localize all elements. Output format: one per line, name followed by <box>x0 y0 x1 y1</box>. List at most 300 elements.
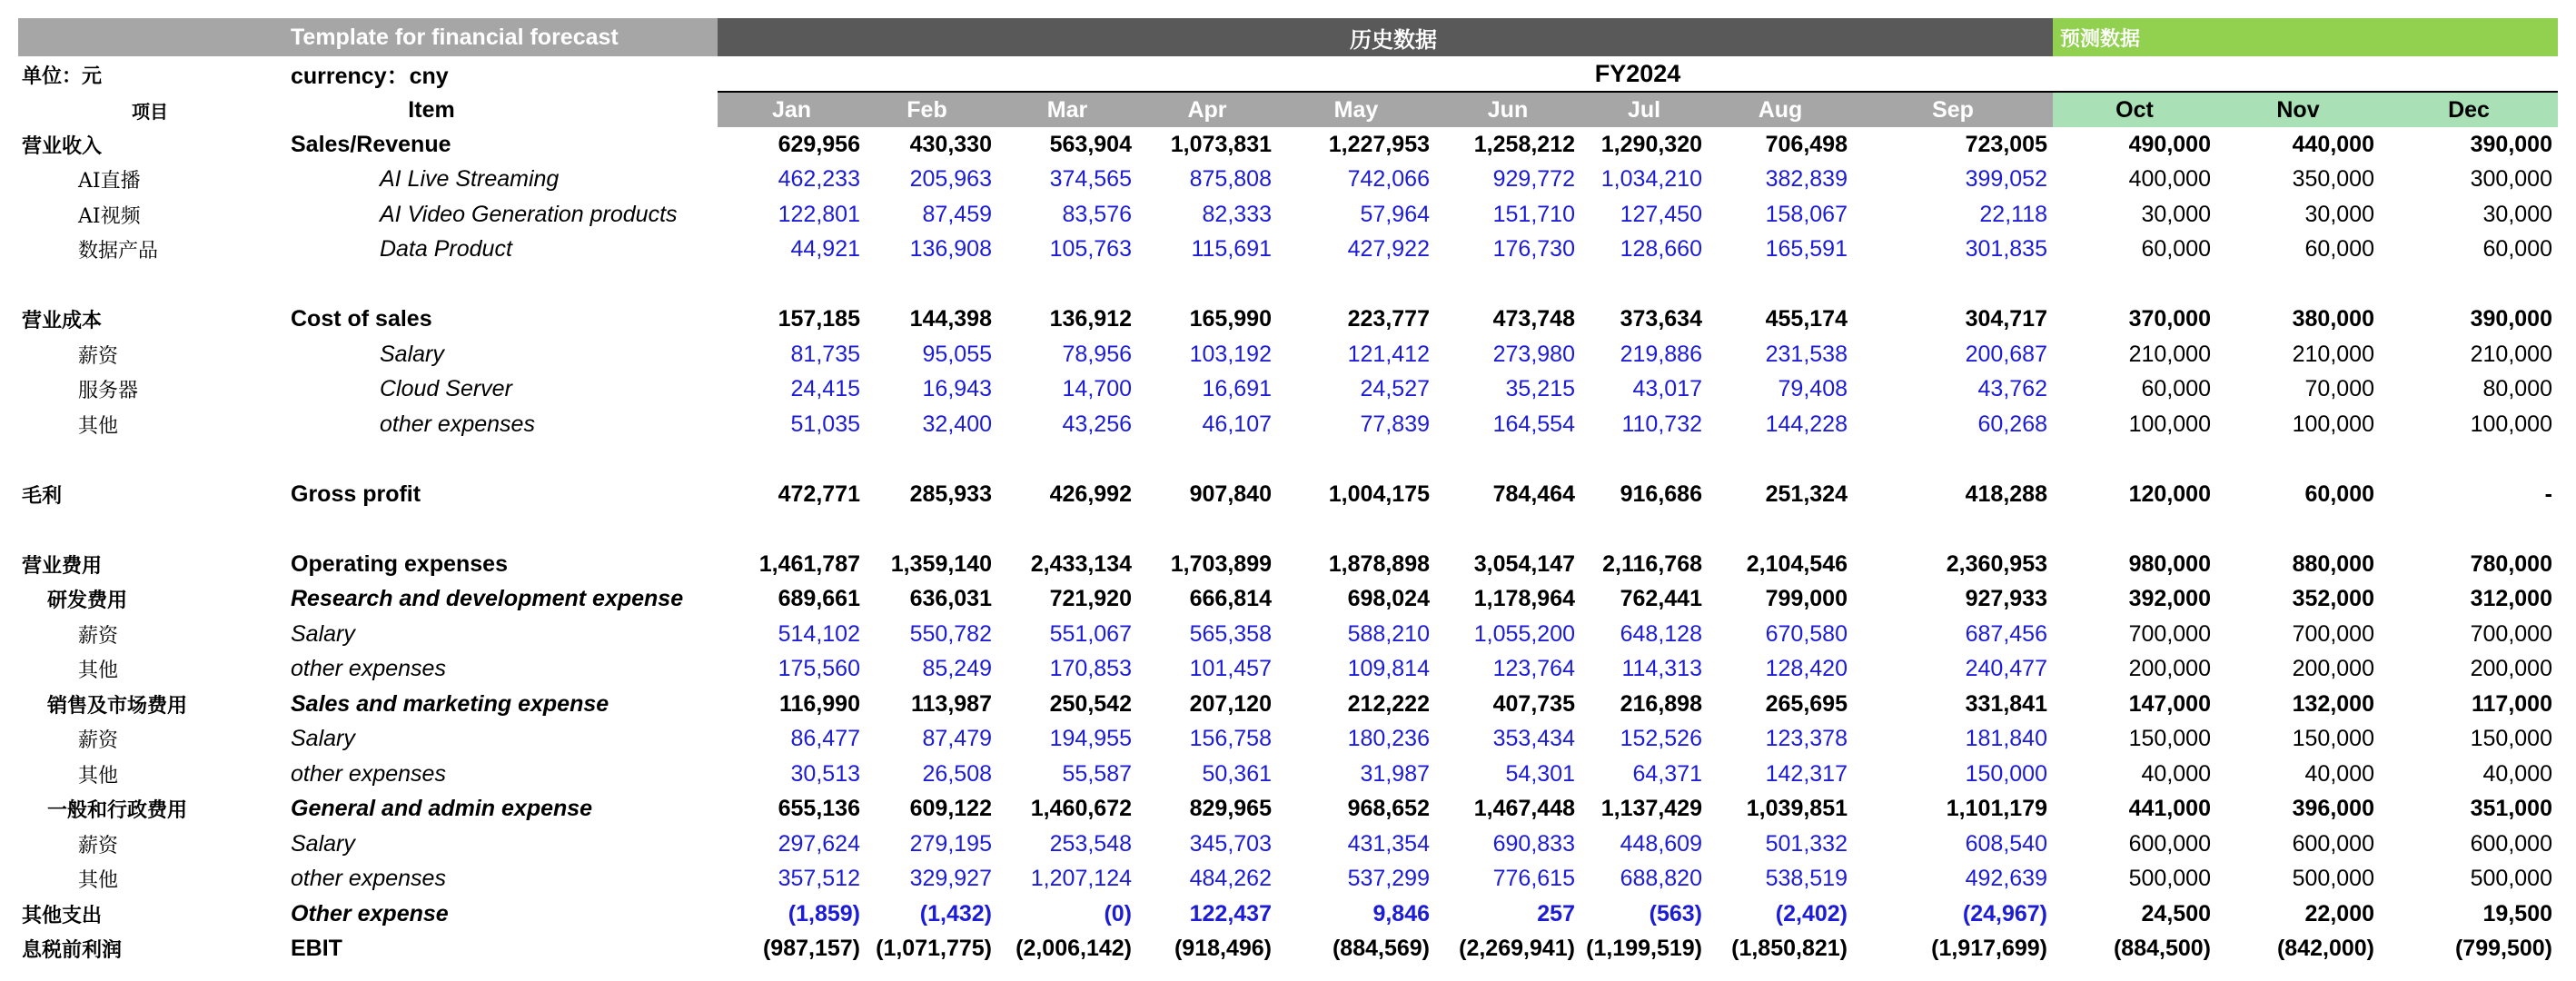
value-cell-jun[interactable]: 1,178,964 <box>1473 586 1575 612</box>
row-label-en[interactable]: Cloud Server <box>380 376 512 402</box>
value-cell-apr[interactable]: 82,333 <box>1202 201 1272 227</box>
value-cell-dec[interactable]: 600,000 <box>2470 830 2552 857</box>
row-label-zh[interactable]: 一般和行政费用 <box>47 798 188 823</box>
value-cell-jul[interactable]: (563) <box>1649 900 1702 926</box>
month-header-jan[interactable]: Jan <box>718 93 866 127</box>
value-cell-nov[interactable]: 600,000 <box>2292 830 2374 857</box>
value-cell-mar[interactable]: 14,700 <box>1062 376 1132 402</box>
value-cell-dec[interactable]: 200,000 <box>2470 656 2552 682</box>
value-cell-aug[interactable]: 501,332 <box>1765 830 1848 857</box>
month-header-feb[interactable]: Feb <box>857 93 997 127</box>
value-cell-may[interactable]: (884,569) <box>1332 936 1430 962</box>
value-cell-aug[interactable]: 455,174 <box>1765 306 1848 332</box>
value-cell-feb[interactable]: (1,432) <box>919 900 992 926</box>
row-label-zh[interactable]: 其他 <box>78 764 119 788</box>
row-label-zh[interactable]: 薪资 <box>78 834 119 857</box>
value-cell-may[interactable]: 1,878,898 <box>1328 550 1430 577</box>
value-cell-jun[interactable]: 690,833 <box>1492 830 1575 857</box>
value-cell-apr[interactable]: (918,496) <box>1174 936 1272 962</box>
value-cell-feb[interactable]: 87,459 <box>922 201 992 227</box>
value-cell-jan[interactable]: 51,035 <box>790 411 860 437</box>
value-cell-jan[interactable]: 655,136 <box>778 796 860 822</box>
value-cell-dec[interactable]: 150,000 <box>2470 726 2552 752</box>
month-header-jul[interactable]: Jul <box>1580 93 1708 127</box>
value-cell-apr[interactable]: 101,457 <box>1189 656 1272 682</box>
value-cell-nov[interactable]: 380,000 <box>2292 306 2374 332</box>
value-cell-jun[interactable]: 407,735 <box>1492 690 1575 717</box>
value-cell-mar[interactable]: 105,763 <box>1049 236 1132 263</box>
value-cell-dec[interactable]: 390,000 <box>2470 131 2552 157</box>
row-label-zh[interactable]: 营业费用 <box>22 553 103 578</box>
value-cell-aug[interactable]: 251,324 <box>1765 481 1848 507</box>
value-cell-jun[interactable]: 784,464 <box>1492 481 1575 507</box>
row-label-en[interactable]: Operating expenses <box>291 550 508 577</box>
row-label-en[interactable]: other expenses <box>380 411 535 437</box>
value-cell-may[interactable]: 180,236 <box>1347 726 1430 752</box>
value-cell-sep[interactable]: 687,456 <box>1965 620 2047 647</box>
value-cell-jul[interactable]: 688,820 <box>1620 866 1702 892</box>
value-cell-may[interactable]: 588,210 <box>1347 620 1430 647</box>
month-header-jun[interactable]: Jun <box>1435 93 1580 127</box>
value-cell-nov[interactable]: 40,000 <box>2304 760 2374 787</box>
value-cell-sep[interactable]: 60,268 <box>1977 411 2047 437</box>
value-cell-apr[interactable]: 907,840 <box>1189 481 1272 507</box>
value-cell-dec[interactable]: 30,000 <box>2482 201 2552 227</box>
value-cell-nov[interactable]: 500,000 <box>2292 866 2374 892</box>
value-cell-mar[interactable]: 2,433,134 <box>1030 550 1132 577</box>
row-label-en[interactable]: Gross profit <box>291 481 421 507</box>
value-cell-jul[interactable]: (1,199,519) <box>1586 936 1702 962</box>
row-label-en[interactable]: General and admin expense <box>291 796 593 822</box>
value-cell-sep[interactable]: 418,288 <box>1965 481 2047 507</box>
value-cell-dec[interactable]: 500,000 <box>2470 866 2552 892</box>
value-cell-nov[interactable]: 210,000 <box>2292 341 2374 367</box>
value-cell-mar[interactable]: 426,992 <box>1049 481 1132 507</box>
value-cell-feb[interactable]: 636,031 <box>909 586 992 612</box>
value-cell-jul[interactable]: 216,898 <box>1620 690 1702 717</box>
value-cell-dec[interactable]: 210,000 <box>2470 341 2552 367</box>
value-cell-sep[interactable]: 608,540 <box>1965 830 2047 857</box>
value-cell-jun[interactable]: 54,301 <box>1505 760 1575 787</box>
value-cell-aug[interactable]: 142,317 <box>1765 760 1848 787</box>
value-cell-aug[interactable]: (2,402) <box>1775 900 1848 926</box>
value-cell-jun[interactable]: 776,615 <box>1492 866 1575 892</box>
value-cell-jan[interactable]: 157,185 <box>778 306 860 332</box>
month-header-aug[interactable]: Aug <box>1708 93 1853 127</box>
month-header-may[interactable]: May <box>1277 93 1435 127</box>
value-cell-apr[interactable]: 875,808 <box>1189 166 1272 193</box>
value-cell-sep[interactable]: 301,835 <box>1965 236 2047 263</box>
value-cell-dec[interactable]: 780,000 <box>2470 550 2552 577</box>
value-cell-nov[interactable]: 60,000 <box>2304 236 2374 263</box>
value-cell-feb[interactable]: 329,927 <box>909 866 992 892</box>
value-cell-mar[interactable]: (0) <box>1104 900 1132 926</box>
value-cell-nov[interactable]: 30,000 <box>2304 201 2374 227</box>
value-cell-oct[interactable]: 40,000 <box>2141 760 2211 787</box>
value-cell-sep[interactable]: 304,717 <box>1965 306 2047 332</box>
value-cell-jun[interactable]: 929,772 <box>1492 166 1575 193</box>
value-cell-feb[interactable]: 113,987 <box>911 690 992 717</box>
value-cell-feb[interactable]: 609,122 <box>909 796 992 822</box>
value-cell-dec[interactable]: 40,000 <box>2482 760 2552 787</box>
value-cell-jan[interactable]: 81,735 <box>790 341 860 367</box>
value-cell-oct[interactable]: 24,500 <box>2141 900 2211 926</box>
value-cell-jan[interactable]: 116,990 <box>779 690 860 717</box>
row-label-en[interactable]: Research and development expense <box>291 586 684 612</box>
value-cell-aug[interactable]: 79,408 <box>1778 376 1848 402</box>
value-cell-nov[interactable]: 880,000 <box>2292 550 2374 577</box>
value-cell-feb[interactable]: 144,398 <box>909 306 992 332</box>
value-cell-jan[interactable]: 1,461,787 <box>758 550 860 577</box>
value-cell-sep[interactable]: 331,841 <box>1965 690 2047 717</box>
value-cell-sep[interactable]: (24,967) <box>1962 900 2047 926</box>
value-cell-oct[interactable]: 500,000 <box>2128 866 2211 892</box>
value-cell-jan[interactable]: 629,956 <box>778 131 860 157</box>
month-header-mar[interactable]: Mar <box>997 93 1137 127</box>
value-cell-sep[interactable]: 927,933 <box>1965 586 2047 612</box>
value-cell-may[interactable]: 9,846 <box>1372 900 1430 926</box>
value-cell-may[interactable]: 24,527 <box>1360 376 1430 402</box>
value-cell-mar[interactable]: 43,256 <box>1062 411 1132 437</box>
value-cell-may[interactable]: 57,964 <box>1360 201 1430 227</box>
value-cell-dec[interactable]: 60,000 <box>2482 236 2552 263</box>
value-cell-jan[interactable]: 44,921 <box>790 236 860 263</box>
value-cell-jan[interactable]: (987,157) <box>762 936 860 962</box>
value-cell-nov[interactable]: 100,000 <box>2292 411 2374 437</box>
value-cell-dec[interactable]: 117,000 <box>2472 690 2552 717</box>
value-cell-mar[interactable]: 1,460,672 <box>1030 796 1132 822</box>
value-cell-feb[interactable]: 279,195 <box>909 830 992 857</box>
value-cell-apr[interactable]: 565,358 <box>1189 620 1272 647</box>
value-cell-feb[interactable]: 16,943 <box>922 376 992 402</box>
value-cell-jan[interactable]: 514,102 <box>778 620 860 647</box>
value-cell-dec[interactable]: 80,000 <box>2482 376 2552 402</box>
row-label-zh[interactable]: 其他 <box>78 869 119 893</box>
row-label-zh[interactable]: 其他 <box>78 659 119 683</box>
value-cell-oct[interactable]: 120,000 <box>2128 481 2211 507</box>
value-cell-oct[interactable]: 392,000 <box>2128 586 2211 612</box>
value-cell-jul[interactable]: 916,686 <box>1620 481 1702 507</box>
value-cell-apr[interactable]: 165,990 <box>1189 306 1272 332</box>
value-cell-nov[interactable]: 200,000 <box>2292 656 2374 682</box>
value-cell-may[interactable]: 223,777 <box>1347 306 1430 332</box>
value-cell-sep[interactable]: 181,840 <box>1965 726 2047 752</box>
value-cell-nov[interactable]: 352,000 <box>2292 586 2374 612</box>
value-cell-feb[interactable]: 550,782 <box>909 620 992 647</box>
value-cell-jul[interactable]: 1,137,429 <box>1600 796 1702 822</box>
row-label-zh[interactable]: 研发费用 <box>47 589 128 613</box>
value-cell-sep[interactable]: 200,687 <box>1965 341 2047 367</box>
value-cell-apr[interactable]: 46,107 <box>1202 411 1272 437</box>
value-cell-aug[interactable]: 382,839 <box>1765 166 1848 193</box>
value-cell-nov[interactable]: 22,000 <box>2304 900 2374 926</box>
value-cell-may[interactable]: 31,987 <box>1360 760 1430 787</box>
value-cell-mar[interactable]: (2,006,142) <box>1016 936 1132 962</box>
value-cell-aug[interactable]: 538,519 <box>1765 866 1848 892</box>
value-cell-may[interactable]: 77,839 <box>1360 411 1430 437</box>
row-label-en[interactable]: other expenses <box>291 866 446 892</box>
value-cell-oct[interactable]: 210,000 <box>2128 341 2211 367</box>
value-cell-apr[interactable]: 1,703,899 <box>1170 550 1272 577</box>
value-cell-nov[interactable]: 132,000 <box>2292 690 2374 717</box>
value-cell-mar[interactable]: 78,956 <box>1062 341 1132 367</box>
value-cell-sep[interactable]: 150,000 <box>1965 760 2047 787</box>
value-cell-jul[interactable]: 1,290,320 <box>1600 131 1702 157</box>
row-label-en[interactable]: EBIT <box>291 936 342 962</box>
value-cell-dec[interactable]: 351,000 <box>2470 796 2552 822</box>
value-cell-jul[interactable]: 114,313 <box>1621 656 1702 682</box>
row-label-zh[interactable]: 毛利 <box>22 483 63 508</box>
value-cell-apr[interactable]: 829,965 <box>1189 796 1272 822</box>
value-cell-nov[interactable]: 60,000 <box>2304 481 2374 507</box>
value-cell-sep[interactable]: 2,360,953 <box>1946 550 2047 577</box>
value-cell-dec[interactable]: (799,500) <box>2454 936 2552 962</box>
value-cell-may[interactable]: 1,004,175 <box>1328 481 1430 507</box>
value-cell-oct[interactable]: (884,500) <box>2113 936 2211 962</box>
value-cell-may[interactable]: 968,652 <box>1347 796 1430 822</box>
value-cell-sep[interactable]: 492,639 <box>1965 866 2047 892</box>
value-cell-apr[interactable]: 484,262 <box>1189 866 1272 892</box>
value-cell-jun[interactable]: 123,764 <box>1492 656 1575 682</box>
value-cell-aug[interactable]: 231,538 <box>1765 341 1848 367</box>
value-cell-oct[interactable]: 60,000 <box>2141 236 2211 263</box>
value-cell-mar[interactable]: 194,955 <box>1049 726 1132 752</box>
value-cell-feb[interactable]: 285,933 <box>909 481 992 507</box>
value-cell-oct[interactable]: 370,000 <box>2128 306 2211 332</box>
value-cell-jun[interactable]: 3,054,147 <box>1473 550 1575 577</box>
row-label-zh[interactable]: 薪资 <box>78 344 119 368</box>
row-label-zh[interactable]: 薪资 <box>78 729 119 753</box>
value-cell-jul[interactable]: 448,609 <box>1620 830 1702 857</box>
value-cell-jan[interactable]: 297,624 <box>778 830 860 857</box>
value-cell-feb[interactable]: 32,400 <box>922 411 992 437</box>
row-label-zh[interactable]: 薪资 <box>78 624 119 648</box>
value-cell-jul[interactable]: 127,450 <box>1620 201 1702 227</box>
value-cell-jun[interactable]: 151,710 <box>1492 201 1575 227</box>
value-cell-mar[interactable]: 721,920 <box>1049 586 1132 612</box>
row-label-zh[interactable]: 其他 <box>78 414 119 438</box>
value-cell-aug[interactable]: (1,850,821) <box>1731 936 1848 962</box>
value-cell-dec[interactable]: 312,000 <box>2470 586 2552 612</box>
value-cell-nov[interactable]: 396,000 <box>2292 796 2374 822</box>
value-cell-oct[interactable]: 150,000 <box>2128 726 2211 752</box>
value-cell-feb[interactable]: 26,508 <box>922 760 992 787</box>
value-cell-jan[interactable]: 30,513 <box>790 760 860 787</box>
value-cell-jul[interactable]: 219,886 <box>1620 341 1702 367</box>
value-cell-jul[interactable]: 762,441 <box>1620 586 1702 612</box>
value-cell-feb[interactable]: 430,330 <box>909 131 992 157</box>
value-cell-jun[interactable]: 35,215 <box>1505 376 1575 402</box>
value-cell-nov[interactable]: 150,000 <box>2292 726 2374 752</box>
value-cell-mar[interactable]: 1,207,124 <box>1030 866 1132 892</box>
value-cell-oct[interactable]: 60,000 <box>2141 376 2211 402</box>
value-cell-jan[interactable]: 175,560 <box>778 656 860 682</box>
value-cell-sep[interactable]: 22,118 <box>1979 201 2047 227</box>
value-cell-sep[interactable]: 43,762 <box>1977 376 2047 402</box>
month-header-oct[interactable]: Oct <box>2053 93 2216 127</box>
value-cell-aug[interactable]: 670,580 <box>1765 620 1848 647</box>
row-label-zh[interactable]: 营业收入 <box>22 134 103 158</box>
row-label-en[interactable]: other expenses <box>291 760 446 787</box>
value-cell-apr[interactable]: 115,691 <box>1191 236 1272 263</box>
value-cell-aug[interactable]: 706,498 <box>1765 131 1848 157</box>
value-cell-apr[interactable]: 156,758 <box>1189 726 1272 752</box>
row-label-zh[interactable]: 数据产品 <box>78 240 159 263</box>
value-cell-jul[interactable]: 128,660 <box>1620 236 1702 263</box>
value-cell-aug[interactable]: 144,228 <box>1765 411 1848 437</box>
value-cell-mar[interactable]: 136,912 <box>1049 306 1132 332</box>
value-cell-apr[interactable]: 16,691 <box>1202 376 1272 402</box>
value-cell-jul[interactable]: 110,732 <box>1621 411 1702 437</box>
row-label-en[interactable]: Cost of sales <box>291 306 432 332</box>
value-cell-oct[interactable]: 600,000 <box>2128 830 2211 857</box>
value-cell-jan[interactable]: 462,233 <box>778 166 860 193</box>
row-label-en[interactable]: Salary <box>291 726 355 752</box>
value-cell-jun[interactable]: 1,258,212 <box>1473 131 1575 157</box>
value-cell-oct[interactable]: 700,000 <box>2128 620 2211 647</box>
value-cell-mar[interactable]: 253,548 <box>1049 830 1132 857</box>
value-cell-oct[interactable]: 490,000 <box>2128 131 2211 157</box>
value-cell-oct[interactable]: 147,000 <box>2128 690 2211 717</box>
row-label-zh[interactable]: AI直播 <box>78 170 141 193</box>
value-cell-sep[interactable]: 240,477 <box>1965 656 2047 682</box>
value-cell-nov[interactable]: 700,000 <box>2292 620 2374 647</box>
month-header-apr[interactable]: Apr <box>1137 93 1277 127</box>
value-cell-may[interactable]: 431,354 <box>1347 830 1430 857</box>
value-cell-sep[interactable]: (1,917,699) <box>1931 936 2047 962</box>
value-cell-jul[interactable]: 43,017 <box>1632 376 1702 402</box>
value-cell-jan[interactable]: 689,661 <box>778 586 860 612</box>
value-cell-jul[interactable]: 373,634 <box>1620 306 1702 332</box>
value-cell-oct[interactable]: 200,000 <box>2128 656 2211 682</box>
value-cell-aug[interactable]: 265,695 <box>1765 690 1848 717</box>
value-cell-dec[interactable]: - <box>2544 481 2552 507</box>
value-cell-dec[interactable]: 100,000 <box>2470 411 2552 437</box>
value-cell-dec[interactable]: 700,000 <box>2470 620 2552 647</box>
value-cell-jan[interactable]: 357,512 <box>778 866 860 892</box>
row-label-en[interactable]: AI Live Streaming <box>380 166 560 193</box>
value-cell-apr[interactable]: 207,120 <box>1189 690 1272 717</box>
value-cell-may[interactable]: 698,024 <box>1347 586 1430 612</box>
value-cell-mar[interactable]: 170,853 <box>1049 656 1132 682</box>
value-cell-aug[interactable]: 799,000 <box>1765 586 1848 612</box>
value-cell-nov[interactable]: (842,000) <box>2276 936 2374 962</box>
month-header-nov[interactable]: Nov <box>2216 93 2380 127</box>
value-cell-apr[interactable]: 1,073,831 <box>1170 131 1272 157</box>
value-cell-nov[interactable]: 70,000 <box>2304 376 2374 402</box>
value-cell-nov[interactable]: 440,000 <box>2292 131 2374 157</box>
value-cell-sep[interactable]: 723,005 <box>1965 131 2047 157</box>
value-cell-oct[interactable]: 100,000 <box>2128 411 2211 437</box>
row-label-zh[interactable]: 销售及市场费用 <box>47 693 188 718</box>
row-label-en[interactable]: Data Product <box>380 236 512 263</box>
value-cell-may[interactable]: 212,222 <box>1347 690 1430 717</box>
month-header-dec[interactable]: Dec <box>2380 93 2558 127</box>
value-cell-feb[interactable]: 205,963 <box>909 166 992 193</box>
value-cell-dec[interactable]: 390,000 <box>2470 306 2552 332</box>
value-cell-jun[interactable]: 176,730 <box>1492 236 1575 263</box>
value-cell-may[interactable]: 1,227,953 <box>1328 131 1430 157</box>
row-label-en[interactable]: Salary <box>291 620 355 647</box>
value-cell-jan[interactable]: 472,771 <box>778 481 860 507</box>
value-cell-feb[interactable]: 95,055 <box>922 341 992 367</box>
value-cell-oct[interactable]: 441,000 <box>2128 796 2211 822</box>
row-label-en[interactable]: Sales and marketing expense <box>291 690 609 717</box>
value-cell-jan[interactable]: (1,859) <box>788 900 860 926</box>
row-label-zh[interactable]: 其他支出 <box>22 903 103 927</box>
value-cell-mar[interactable]: 250,542 <box>1049 690 1132 717</box>
value-cell-nov[interactable]: 350,000 <box>2292 166 2374 193</box>
value-cell-jun[interactable]: 273,980 <box>1492 341 1575 367</box>
value-cell-oct[interactable]: 400,000 <box>2128 166 2211 193</box>
row-label-en[interactable]: Salary <box>380 341 444 367</box>
value-cell-oct[interactable]: 30,000 <box>2141 201 2211 227</box>
value-cell-jan[interactable]: 86,477 <box>790 726 860 752</box>
value-cell-apr[interactable]: 345,703 <box>1189 830 1272 857</box>
value-cell-aug[interactable]: 1,039,851 <box>1746 796 1848 822</box>
value-cell-aug[interactable]: 158,067 <box>1765 201 1848 227</box>
value-cell-jul[interactable]: 2,116,768 <box>1602 550 1702 577</box>
value-cell-jun[interactable]: 1,467,448 <box>1473 796 1575 822</box>
value-cell-may[interactable]: 121,412 <box>1347 341 1430 367</box>
value-cell-jul[interactable]: 648,128 <box>1620 620 1702 647</box>
value-cell-jun[interactable]: 257 <box>1537 900 1575 926</box>
row-label-en[interactable]: other expenses <box>291 656 446 682</box>
value-cell-aug[interactable]: 128,420 <box>1765 656 1848 682</box>
row-label-zh[interactable]: 服务器 <box>78 380 139 403</box>
value-cell-may[interactable]: 742,066 <box>1347 166 1430 193</box>
value-cell-jun[interactable]: 164,554 <box>1492 411 1575 437</box>
value-cell-feb[interactable]: 136,908 <box>909 236 992 263</box>
value-cell-jan[interactable]: 122,801 <box>778 201 860 227</box>
value-cell-mar[interactable]: 55,587 <box>1062 760 1132 787</box>
value-cell-jun[interactable]: 473,748 <box>1492 306 1575 332</box>
value-cell-aug[interactable]: 2,104,546 <box>1746 550 1848 577</box>
row-label-zh[interactable]: 息税前利润 <box>22 938 123 963</box>
value-cell-jul[interactable]: 152,526 <box>1620 726 1702 752</box>
value-cell-mar[interactable]: 551,067 <box>1049 620 1132 647</box>
row-label-en[interactable]: AI Video Generation products <box>380 201 678 227</box>
value-cell-jun[interactable]: (2,269,941) <box>1459 936 1575 962</box>
value-cell-sep[interactable]: 1,101,179 <box>1946 796 2047 822</box>
value-cell-mar[interactable]: 563,904 <box>1049 131 1132 157</box>
value-cell-aug[interactable]: 165,591 <box>1765 236 1848 263</box>
value-cell-mar[interactable]: 374,565 <box>1049 166 1132 193</box>
value-cell-dec[interactable]: 300,000 <box>2470 166 2552 193</box>
value-cell-jun[interactable]: 1,055,200 <box>1473 620 1575 647</box>
value-cell-dec[interactable]: 19,500 <box>2482 900 2552 926</box>
month-header-sep[interactable]: Sep <box>1853 93 2053 127</box>
value-cell-sep[interactable]: 399,052 <box>1965 166 2047 193</box>
row-label-en[interactable]: Sales/Revenue <box>291 131 451 157</box>
value-cell-apr[interactable]: 122,437 <box>1189 900 1272 926</box>
value-cell-apr[interactable]: 666,814 <box>1189 586 1272 612</box>
value-cell-may[interactable]: 109,814 <box>1347 656 1430 682</box>
value-cell-feb[interactable]: (1,071,775) <box>876 936 992 962</box>
value-cell-may[interactable]: 537,299 <box>1347 866 1430 892</box>
value-cell-jul[interactable]: 64,371 <box>1632 760 1702 787</box>
row-label-zh[interactable]: 营业成本 <box>22 309 103 333</box>
row-label-en[interactable]: Other expense <box>291 900 449 926</box>
value-cell-may[interactable]: 427,922 <box>1347 236 1430 263</box>
value-cell-jun[interactable]: 353,434 <box>1492 726 1575 752</box>
value-cell-apr[interactable]: 50,361 <box>1202 760 1272 787</box>
value-cell-aug[interactable]: 123,378 <box>1765 726 1848 752</box>
value-cell-oct[interactable]: 980,000 <box>2128 550 2211 577</box>
value-cell-feb[interactable]: 87,479 <box>922 726 992 752</box>
value-cell-apr[interactable]: 103,192 <box>1189 341 1272 367</box>
value-cell-feb[interactable]: 85,249 <box>922 656 992 682</box>
